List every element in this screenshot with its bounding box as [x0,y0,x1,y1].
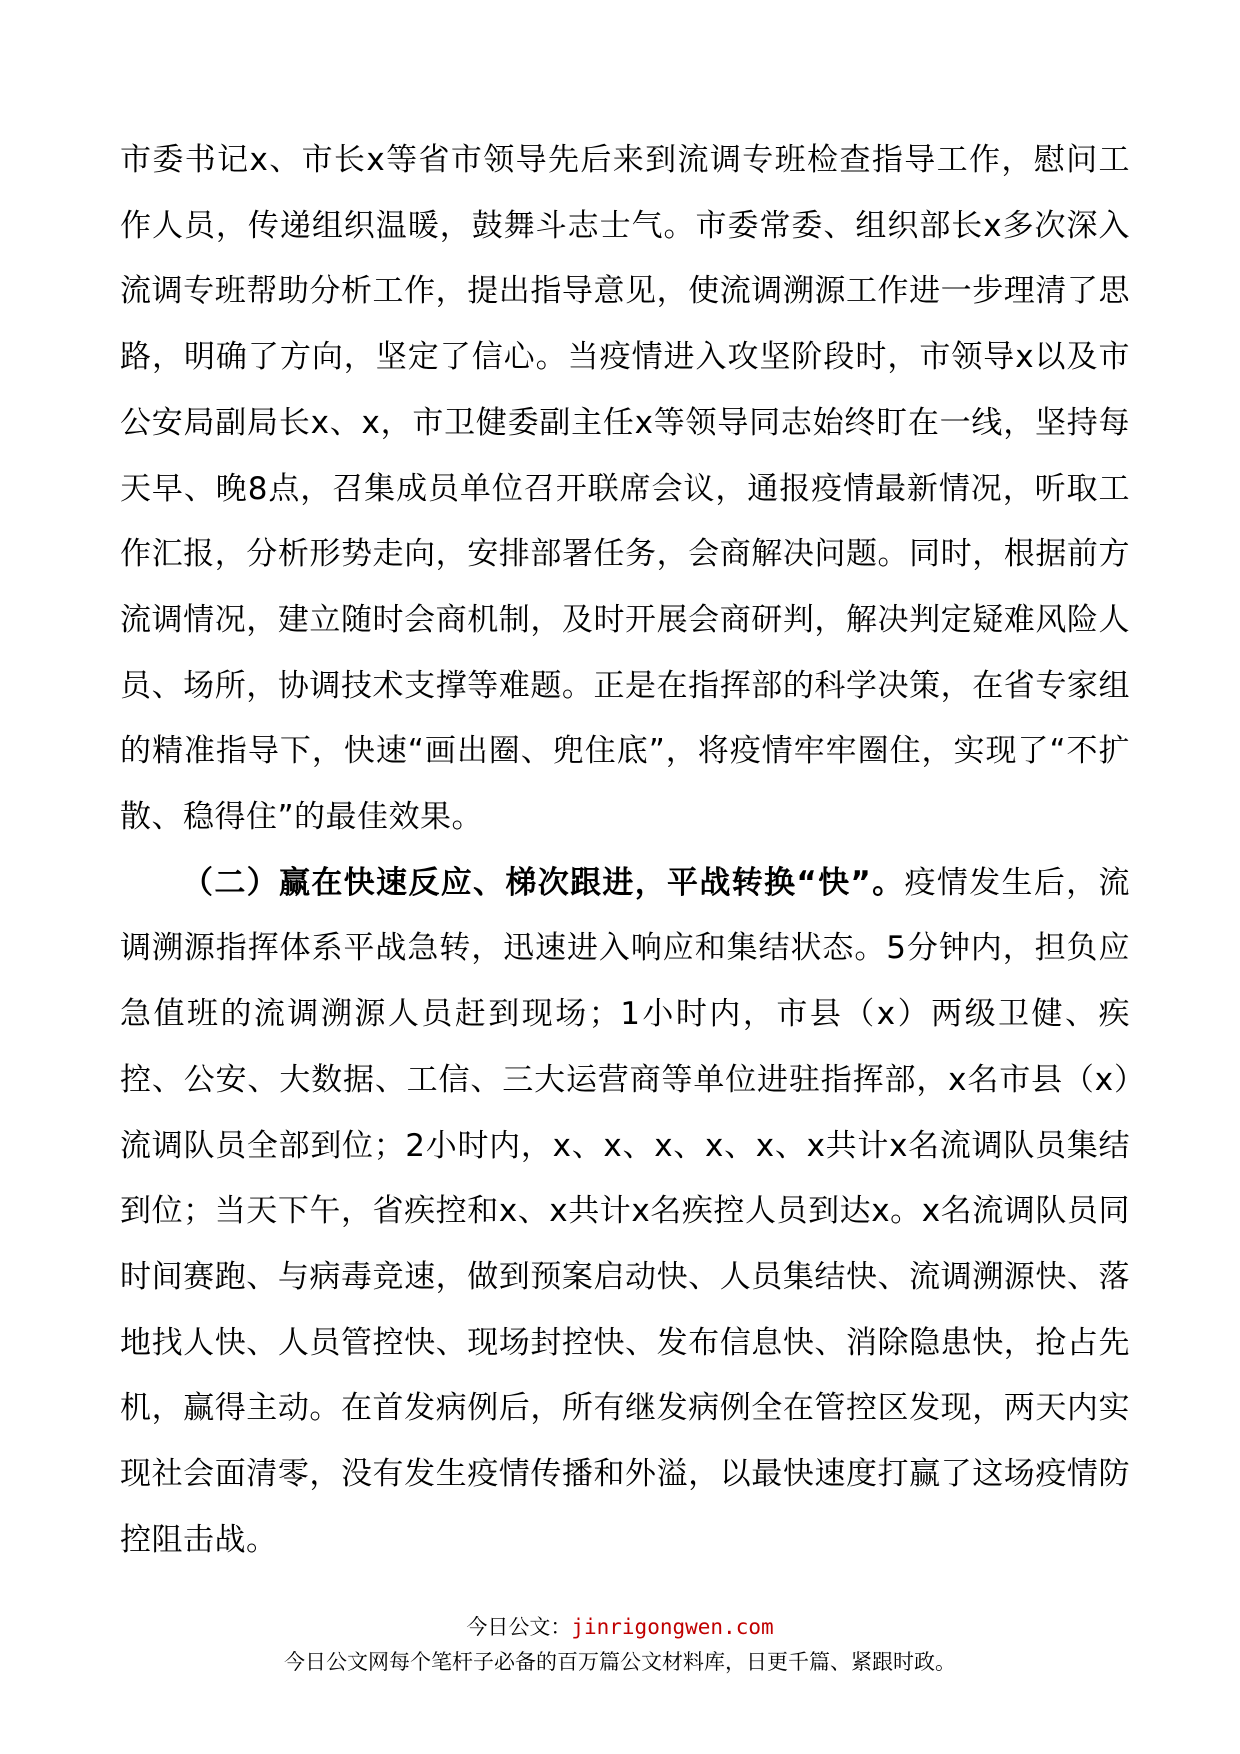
paragraph-2 [120,851,1130,1574]
footer-site-label: 今日公文： [466,1615,572,1639]
document-body [120,128,1130,1573]
paragraph-2-body: 疫情发生后，流调溯源指挥体系平战急转，迅速进入响应和集结状态。5分钟内，担负应急值班的流调溯源人员赶到现场；1小时内，市县（x）两级卫健、疾控、公安、大数据、工信、三大运营商等单位进驻指挥部，x名市县（x）流调队员全部到位；2小时内，x、x、x、x、x、x共计x名流调队员集结到位；当天下午，省疾控和x、x共计x名疾控人员到达x。x名流调队员同时间赛跑、与病毒竞速，做到预案启动快、人员集结快、流调溯源快、落地找人快、人员管控快、现场封控快、发布信息快、消除隐患快，抢占先机，赢得主动。在首发病例后，所有继发病例全在管控区发现，两天内实现社会面清零，没有发生疫情传播和外溢，以最快速度打赢了这场疫情防控阻击战。 [120,864,1131,1558]
footer-tagline: 今日公文网每个笔杆子必备的百万篇公文材料库，日更千篇、紧跟时政。 [284,1650,956,1674]
footer-site-line [0,1612,1240,1642]
paragraph-1: 市委书记x、市长x等省市领导先后来到流调专班检查指导工作，慰问工作人员，传递组织温暖，鼓舞斗志士气。市委常委、组织部长x多次深入流调专班帮助分析工作，提出指导意见，使流调溯源工作进一步理清了思路，明确了方向，坚定了信心。当疫情进入攻坚阶段时，市领导x以及市公安局副局长x、x，市卫健委副主任x等领导同志始终盯在一线，坚持每天早、晚8点，召集成员单位召开联席会议，通报疫情最新情况，听取工作汇报，分析形势走向，安排部署任务，会商解决问题。同时，根据前方流调情况，建立随时会商机制，及时开展会商研判，解决判定疑难风险人员、场所，协调技术支撑等难题。正是在指挥部的科学决策，在省专家组的精准指导下，快速“画出圈、兜住底”，将疫情牢牢圈住，实现了“不扩散、稳得住”的最佳效果。 [120,142,1130,836]
section-heading: （二）赢在快速反应、梯次跟进，平战转换“快”。 [182,864,905,901]
footer-site-url[interactable]: jinrigongwen.com [571,1615,774,1639]
